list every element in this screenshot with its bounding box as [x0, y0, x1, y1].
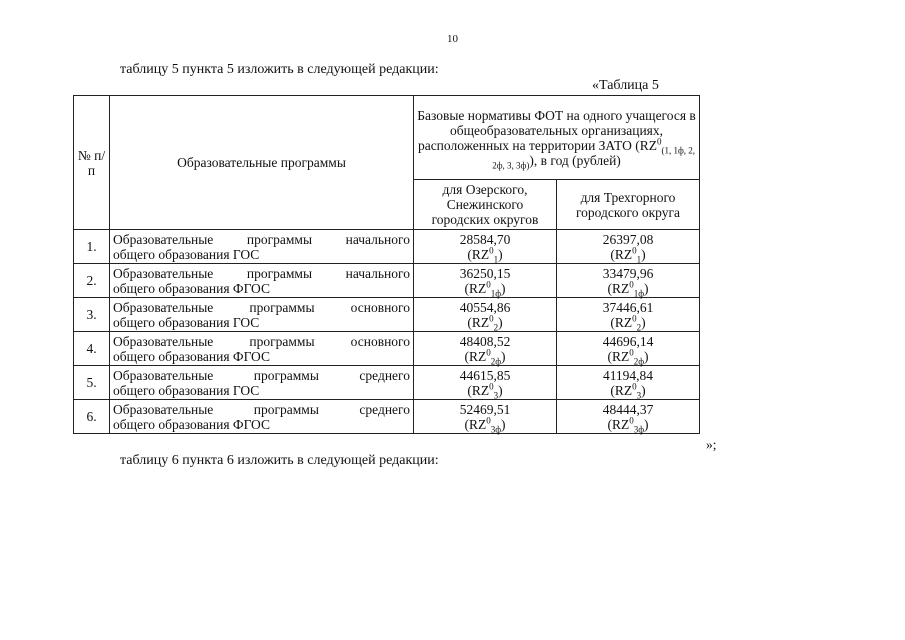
value-number: 41194,84 [602, 367, 654, 383]
coef-sup: 0 [632, 245, 637, 255]
program-line-1: Образовательные программы основного [113, 299, 410, 315]
coef-prefix: (RZ [464, 348, 487, 364]
coef-suffix: ) [498, 382, 503, 398]
page-number: 10 [447, 33, 458, 45]
program-line-1: Образовательные программы начального [113, 231, 410, 247]
program-name [110, 264, 414, 298]
program-line-1: Образовательные программы среднего [113, 367, 410, 383]
coef-label [560, 313, 696, 333]
value-trekhgorny [557, 400, 700, 434]
value-ozersk-snezhinsk [414, 332, 557, 366]
header-base-suffix: ), в год (рублей) [529, 152, 621, 168]
coef-label [560, 245, 696, 265]
coef-label [417, 313, 553, 333]
value-number: 37446,61 [602, 299, 654, 315]
program-line-2: общего образования ГОС [113, 314, 260, 330]
coef-sub: 3 [636, 390, 642, 401]
coef-suffix: ) [644, 416, 649, 432]
header-ozersk-snezhinsk: для Озерского, Снежинского городских округов [414, 180, 557, 230]
coef-suffix: ) [498, 246, 503, 262]
coef-suffix: ) [644, 280, 649, 296]
value-ozersk-snezhinsk [414, 366, 557, 400]
table-row [74, 400, 700, 434]
coef-suffix: ) [641, 382, 646, 398]
coef-sub: 1ф [490, 288, 502, 299]
coef-sup: 0 [632, 313, 637, 323]
value-trekhgorny [557, 230, 700, 264]
coef-sup: 0 [489, 313, 494, 323]
closing-quote: »; [706, 437, 717, 452]
coef-label [560, 381, 696, 401]
value-number: 26397,08 [602, 231, 654, 247]
coef-prefix: (RZ [467, 246, 490, 262]
coef-prefix: (RZ [464, 416, 487, 432]
coef-sup: 0 [629, 347, 634, 357]
coef-sub: 1 [636, 254, 642, 265]
outro-text: таблицу 6 пункта 6 изложить в следующей редакции: [120, 453, 439, 468]
coef-sup: 0 [486, 347, 491, 357]
program-line-2: общего образования ФГОС [113, 416, 270, 432]
value-number: 52469,51 [459, 401, 511, 417]
value-trekhgorny [557, 298, 700, 332]
coef-suffix: ) [641, 246, 646, 262]
coef-sup: 0 [486, 415, 491, 425]
header-base-norms [414, 96, 700, 180]
program-line-2: общего образования ГОС [113, 246, 260, 262]
value-number: 33479,96 [602, 265, 654, 281]
header-trekhgorny: для Трехгорного городского округа [557, 180, 700, 230]
header-base-sup: 0 [656, 136, 662, 146]
header-number: № п/п [74, 96, 110, 230]
coef-suffix: ) [501, 348, 506, 364]
coef-sub: 2 [636, 322, 642, 333]
coef-suffix: ) [644, 348, 649, 364]
program-name [110, 230, 414, 264]
value-ozersk-snezhinsk [414, 230, 557, 264]
coef-prefix: (RZ [467, 314, 490, 330]
coef-sub: 1 [493, 254, 499, 265]
value-number: 44696,14 [602, 333, 654, 349]
coef-sub: 3ф [633, 424, 645, 435]
value-number: 28584,70 [459, 231, 511, 247]
program-name [110, 366, 414, 400]
coef-sub: 2 [493, 322, 499, 333]
coef-label [417, 279, 553, 299]
coef-label [560, 415, 696, 435]
program-line-2: общего образования ФГОС [113, 280, 270, 296]
coef-prefix: (RZ [607, 280, 630, 296]
program-line-1: Образовательные программы основного [113, 333, 410, 349]
value-number: 40554,86 [459, 299, 511, 315]
coef-suffix: ) [501, 280, 506, 296]
coef-label [417, 347, 553, 367]
coef-sup: 0 [629, 279, 634, 289]
coef-prefix: (RZ [607, 348, 630, 364]
coef-label [560, 347, 696, 367]
value-trekhgorny [557, 366, 700, 400]
program-name [110, 400, 414, 434]
coef-prefix: (RZ [464, 280, 487, 296]
norms-table [73, 95, 700, 434]
value-trekhgorny [557, 264, 700, 298]
coef-label [417, 245, 553, 265]
coef-sup: 0 [632, 381, 637, 391]
coef-sup: 0 [486, 279, 491, 289]
value-number: 36250,15 [459, 265, 511, 281]
coef-prefix: (RZ [610, 382, 633, 398]
program-line-2: общего образования ФГОС [113, 348, 270, 364]
row-number: 1. [74, 230, 110, 264]
header-base-sub: (1, 1ф, 2, 2ф, 3, 3ф) [492, 145, 696, 171]
value-number: 48408,52 [459, 333, 511, 349]
value-ozersk-snezhinsk [414, 298, 557, 332]
value-number: 44615,85 [459, 367, 511, 383]
coef-prefix: (RZ [467, 382, 490, 398]
coef-sup: 0 [629, 415, 634, 425]
coef-label [560, 279, 696, 299]
program-line-1: Образовательные программы среднего [113, 401, 410, 417]
table-row [74, 332, 700, 366]
coef-sup: 0 [489, 245, 494, 255]
value-ozersk-snezhinsk [414, 400, 557, 434]
coef-sub: 3 [493, 390, 499, 401]
program-line-2: общего образования ГОС [113, 382, 260, 398]
table-title: «Таблица 5 [592, 78, 659, 93]
coef-sub: 2ф [633, 356, 645, 367]
coef-sub: 3ф [490, 424, 502, 435]
coef-sub: 2ф [490, 356, 502, 367]
header-base-prefix: Базовые нормативы ФОТ на одного учащегося в общеобразовательных организациях, расположенных на территории ЗАТО (RZ [417, 107, 696, 153]
header-programs: Образовательные программы [110, 96, 414, 230]
coef-prefix: (RZ [610, 246, 633, 262]
coef-prefix: (RZ [610, 314, 633, 330]
value-number: 48444,37 [602, 401, 654, 417]
coef-label [417, 415, 553, 435]
coef-sub: 1ф [633, 288, 645, 299]
table-row [74, 264, 700, 298]
row-number: 5. [74, 366, 110, 400]
coef-sup: 0 [489, 381, 494, 391]
program-line-1: Образовательные программы начального [113, 265, 410, 281]
program-name [110, 298, 414, 332]
row-number: 4. [74, 332, 110, 366]
row-number: 2. [74, 264, 110, 298]
coef-label [417, 381, 553, 401]
coef-suffix: ) [641, 314, 646, 330]
coef-suffix: ) [501, 416, 506, 432]
row-number: 6. [74, 400, 110, 434]
intro-text: таблицу 5 пункта 5 изложить в следующей редакции: [120, 62, 439, 77]
coef-prefix: (RZ [607, 416, 630, 432]
value-ozersk-snezhinsk [414, 264, 557, 298]
table-row [74, 366, 700, 400]
program-name [110, 332, 414, 366]
table-row [74, 230, 700, 264]
coef-suffix: ) [498, 314, 503, 330]
row-number: 3. [74, 298, 110, 332]
value-trekhgorny [557, 332, 700, 366]
table-row [74, 298, 700, 332]
